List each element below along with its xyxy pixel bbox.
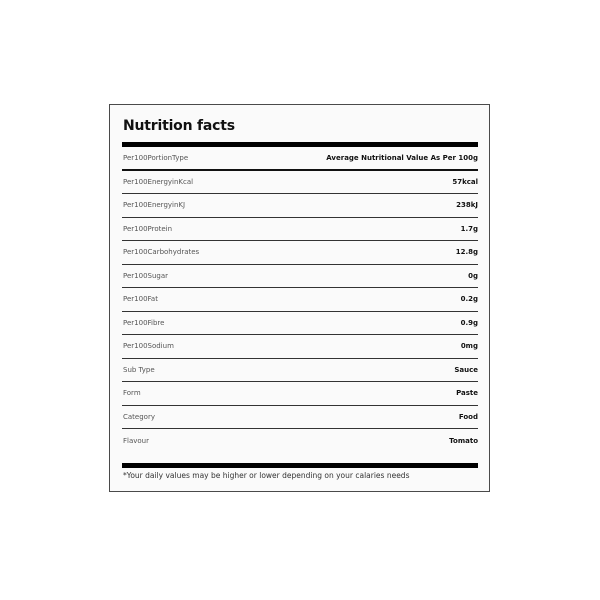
table-row [122, 335, 478, 359]
table-row [122, 147, 478, 171]
table-row [122, 382, 478, 406]
table-row [122, 406, 478, 430]
row-value: Average Nutritional Value As Per 100g [326, 153, 478, 162]
row-label: Sub Type [123, 365, 155, 374]
row-label: Per100Sodium [123, 342, 174, 351]
row-value: 12.8g [455, 248, 478, 257]
row-label: Per100EnergyinKJ [123, 201, 186, 210]
row-value: Sauce [454, 365, 478, 374]
row-label: Per100Carbohydrates [123, 248, 200, 257]
nutrition-table [122, 147, 478, 453]
table-row [122, 171, 478, 195]
table-row [122, 194, 478, 218]
row-label: Per100Fibre [123, 318, 165, 327]
row-value: Food [458, 412, 478, 421]
row-value: 238kJ [456, 201, 478, 210]
table-row [122, 265, 478, 289]
row-value: 1.7g [460, 224, 478, 233]
bottom-divider [122, 463, 478, 468]
table-row [122, 218, 478, 242]
nutrition-facts-title: Nutrition facts [123, 118, 235, 134]
row-label: Flavour [123, 436, 150, 445]
row-label: Per100Sugar [123, 271, 169, 280]
row-label: Per100Protein [123, 224, 173, 233]
table-row [122, 312, 478, 336]
row-label: Per100Fat [123, 295, 158, 304]
row-value: 0mg [460, 342, 478, 351]
row-value: Tomato [449, 436, 478, 445]
row-value: Paste [456, 389, 478, 398]
row-value: 57kcal [452, 177, 478, 186]
table-row [122, 359, 478, 383]
table-row [122, 288, 478, 312]
row-value: 0.9g [460, 318, 478, 327]
row-value: 0.2g [460, 295, 478, 304]
daily-values-footnote: *Your daily values may be higher or lower depending on your calaries needs [123, 471, 410, 480]
table-row [122, 241, 478, 265]
row-label: Form [123, 389, 141, 398]
row-label: Category [123, 412, 155, 421]
row-label: Per100EnergyinKcal [123, 177, 194, 186]
row-value: 0g [468, 271, 478, 280]
row-label: Per100PortionType [123, 153, 189, 162]
nutrition-facts-panel [109, 104, 490, 492]
table-row [122, 429, 478, 453]
